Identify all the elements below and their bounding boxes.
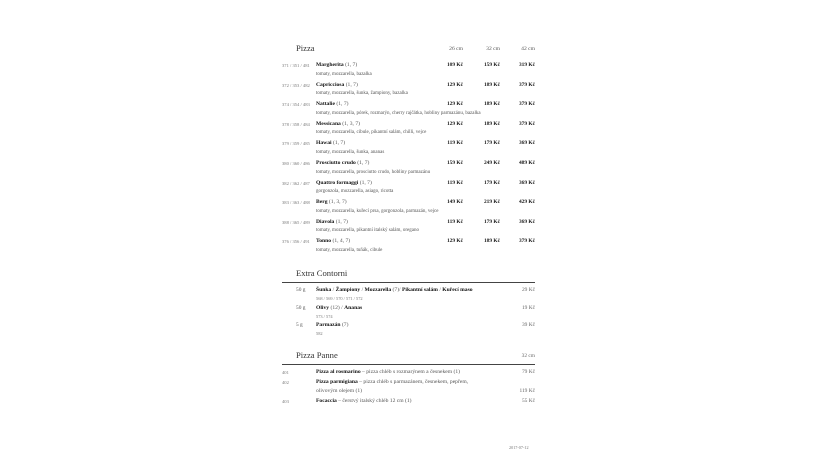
item-name-text: Hawai	[316, 140, 332, 147]
item-allergens: (1, 7)	[332, 140, 346, 147]
panne-name-text: Focaccia	[316, 398, 337, 404]
item-price: 379 Kč	[518, 238, 535, 245]
item-codes: 376 / 356 / 491	[282, 239, 310, 245]
item-allergens: (1, 7)	[345, 81, 358, 88]
item-codes: 380 / 360 / 486	[282, 161, 310, 166]
item-name-text: Tonno	[316, 238, 332, 245]
panne-code: 402	[282, 380, 289, 385]
pizza-col-42: 42 cm	[521, 46, 535, 52]
item-allergens: (1, 7)	[336, 101, 349, 108]
item-codes: 388 / 365 / 489	[282, 219, 310, 225]
panne-price: 79 Kč	[521, 369, 535, 375]
item-name-text: Margherita	[316, 62, 344, 68]
extra-rule	[282, 282, 535, 283]
item-name	[316, 180, 372, 186]
item-price: 369 Kč	[518, 140, 535, 147]
panne-code: 403	[282, 399, 289, 404]
item-name-text: Diavola	[316, 218, 335, 225]
extra-codes: 582	[316, 330, 323, 336]
item-price: 119 Kč	[447, 179, 463, 186]
item-description: tomaty, mozzarella, cibule, pikantní salám, chilli, vejce	[316, 130, 427, 136]
extra-name-part: Parmazán	[316, 322, 341, 328]
item-price: 129 Kč	[446, 101, 463, 108]
item-price: 189 Kč	[483, 101, 500, 108]
panne-desc: – pizza chléb s parmazánem, česnekem, pepřem,	[357, 379, 469, 385]
item-price: 179 Kč	[483, 140, 500, 147]
item-name-text: Berg	[316, 199, 328, 206]
extra-price: 19 Kč	[521, 305, 535, 311]
panne-desc-line2	[316, 388, 362, 394]
item-price: 159 Kč	[446, 160, 463, 166]
item-name-text: Prosciutto crudo	[316, 160, 356, 166]
item-description: tomaty, mozzarella, prosciutto crudo, hobliny parmazánu	[316, 169, 431, 175]
item-price: 129 Kč	[446, 238, 463, 245]
extra-qty: 5 g	[296, 322, 303, 328]
panne-code: 401	[282, 370, 289, 375]
item-name-text: Messicana	[316, 120, 341, 127]
extra-price: 39 Kč	[521, 322, 535, 328]
item-name	[316, 101, 348, 107]
item-price: 319 Kč	[518, 62, 535, 68]
item-codes: 374 / 354 / 483	[282, 102, 310, 108]
item-price: 379 Kč	[518, 101, 535, 108]
extra-separator: (7)	[340, 322, 349, 328]
extra-section-title: Extra Contorni	[296, 268, 348, 278]
item-price: 109 Kč	[446, 62, 463, 68]
panne-name	[316, 369, 460, 375]
item-description: tomaty, mozzarella, pórek, rozmarýn, cherry rajčátka, hobliny parmazánu, bazalka	[316, 110, 481, 116]
item-codes: 378 / 358 / 484	[282, 121, 310, 127]
item-allergens: (1, 4, 7)	[332, 238, 351, 245]
panne-rule	[282, 364, 535, 365]
panne-price: 55 Kč	[521, 398, 535, 404]
extra-price: 29 Kč	[521, 287, 535, 293]
panne-col-32: 32 cm	[521, 353, 535, 359]
item-price: 179 Kč	[483, 179, 500, 186]
item-price: 429 Kč	[518, 199, 535, 206]
extra-separator: (12) /	[329, 305, 345, 311]
item-name	[316, 199, 347, 205]
extra-name-part: Mozzarella	[364, 287, 392, 293]
item-description: tomaty, mozzarella, tuňák, cibule	[316, 247, 383, 253]
extra-separator: (7)/	[391, 287, 403, 293]
item-codes: 371 / 351 / 481	[282, 63, 310, 68]
item-price: 189 Kč	[483, 238, 500, 245]
panne-section-title: Pizza Panne	[296, 350, 338, 360]
item-name	[316, 121, 360, 127]
item-allergens: (1, 7)	[335, 218, 348, 225]
item-price: 179 Kč	[483, 218, 500, 225]
item-name	[316, 140, 345, 146]
item-price: 369 Kč	[518, 179, 535, 186]
extra-name	[316, 305, 362, 311]
item-name-text: Capricciosa	[316, 81, 345, 88]
item-name-text: Nattalie	[316, 101, 335, 108]
item-description: tomaty, mozzarella, šunka, ananas	[316, 149, 385, 155]
item-name	[316, 82, 358, 88]
item-price: 189 Kč	[483, 81, 500, 88]
extra-separator: /	[331, 287, 336, 293]
item-price: 129 Kč	[446, 81, 463, 88]
item-description: tomaty, mozzarella, kuřecí prsa, gorgonzola, parmazán, vejce	[316, 208, 439, 214]
extra-name	[316, 322, 348, 328]
item-description: tomaty, mozzarella, pikantní italský salám, oregano	[316, 228, 419, 234]
panne-price: 119 Kč	[519, 388, 535, 394]
pizza-col-32: 32 cm	[486, 46, 500, 52]
panne-name-text: Pizza al rosmarino	[316, 369, 361, 375]
item-price: 129 Kč	[446, 120, 463, 127]
item-price: 379 Kč	[518, 120, 535, 127]
extra-name-part: Žampiony	[335, 287, 361, 293]
item-name-text: Quattro formaggi	[316, 179, 359, 186]
extra-separator: /	[437, 287, 443, 293]
item-name	[316, 238, 350, 244]
item-price: 379 Kč	[518, 81, 535, 88]
item-price: 149 Kč	[446, 199, 463, 206]
extra-name	[316, 287, 473, 293]
panne-name-text: Pizza parmigiana	[316, 379, 358, 385]
item-codes: 382 / 362 / 487	[282, 180, 310, 186]
item-price: 159 Kč	[483, 62, 500, 68]
panne-name	[316, 398, 412, 404]
item-description: tomaty, mozzarella, bazalka	[316, 71, 372, 77]
item-price: 119 Kč	[447, 140, 463, 147]
extra-name-part: Olivy	[316, 305, 330, 311]
pizza-col-26: 26 cm	[449, 46, 463, 52]
panne-desc: – pizza chléb s rozmarýnem a česnekem (1)	[360, 369, 461, 375]
panne-name	[316, 379, 468, 385]
item-codes: 372 / 353 / 482	[282, 82, 310, 88]
item-name	[316, 160, 369, 166]
item-price: 489 Kč	[518, 160, 535, 166]
pizza-section-title: Pizza	[296, 43, 315, 53]
item-allergens: (1, 3, 7)	[342, 120, 360, 127]
item-name	[316, 62, 357, 68]
item-allergens: (1, 3, 7)	[328, 199, 347, 206]
extra-name-part: Pikantní salám	[402, 287, 438, 293]
extra-codes: 568 / 569 / 570 / 571 / 572	[316, 295, 363, 301]
item-allergens: (1, 7)	[345, 62, 358, 68]
item-price: 119 Kč	[447, 218, 463, 225]
item-codes: 383 / 363 / 488	[282, 200, 310, 206]
item-name	[316, 219, 348, 225]
extra-separator: /	[360, 287, 365, 293]
extra-name-part: Ananas	[344, 305, 363, 311]
item-codes: 379 / 359 / 485	[282, 141, 310, 147]
item-price: 219 Kč	[483, 199, 500, 206]
extra-name-part: Šunka	[316, 287, 332, 293]
item-price: 189 Kč	[483, 120, 500, 127]
panne-desc-cont: olivovým olejem (1)	[316, 388, 362, 394]
item-price: 249 Kč	[483, 160, 500, 166]
item-price: 369 Kč	[518, 218, 535, 225]
extra-qty: 50 g	[296, 305, 306, 311]
extra-codes: 573 / 574	[316, 313, 333, 319]
item-allergens: (1, 7)	[357, 160, 370, 166]
extra-name-part: Kuřecí maso	[442, 287, 473, 293]
extra-qty: 50 g	[296, 287, 306, 293]
item-allergens: (1, 7)	[359, 179, 372, 186]
item-description: gorgonzola, mozzarella, asiago, ricotta	[316, 189, 394, 195]
print-date: 2017-07-12	[509, 445, 529, 450]
item-description: tomaty, mozzarella, šunka, žampiony, bazalka	[316, 91, 408, 97]
panne-desc: – čerstvý italský chléb 12 cm (1)	[336, 398, 412, 404]
